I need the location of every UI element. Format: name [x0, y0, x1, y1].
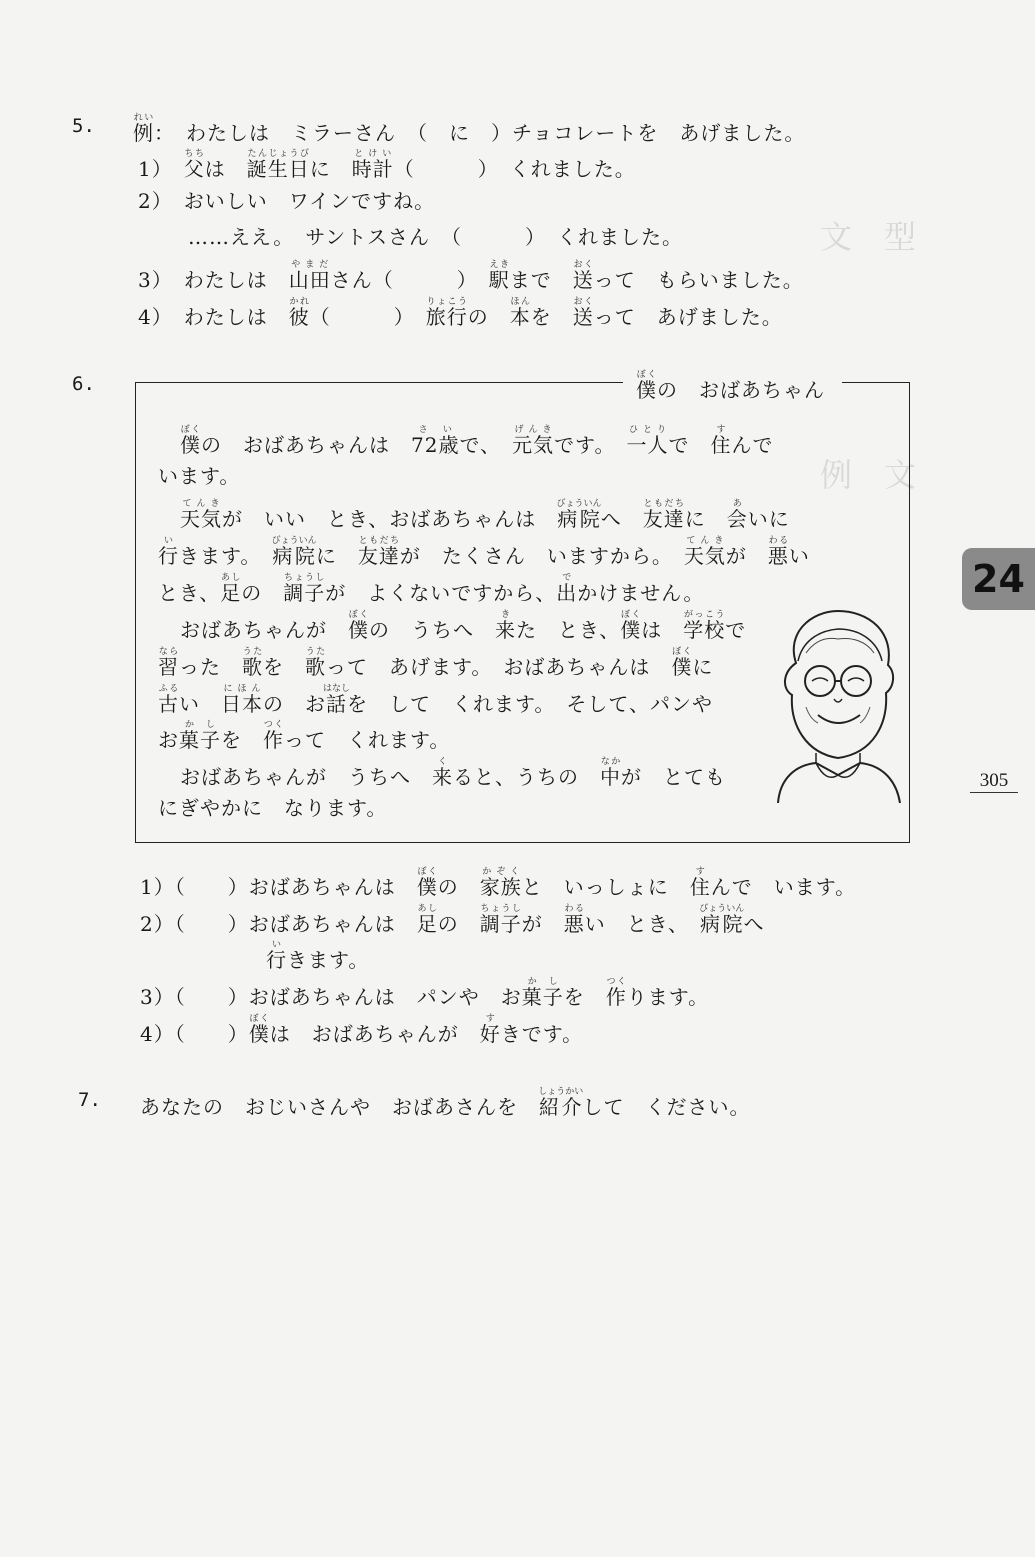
passage-title: 僕ぼくの おばあちゃん [636, 370, 825, 402]
q6-statement-2: 2）（ ）おばあちゃんは 足あしの 調子ちょうしが 悪わるい とき、 病院びょういんへ [140, 904, 765, 936]
passage-line-6: おばあちゃんが 僕ぼくの うちへ 来きた とき、僕ぼくは 学校がっこうで [180, 610, 747, 642]
passage-line-8: 古ふるい 日本にほんの お話はなしを して くれます。 そして、パンや [158, 684, 713, 716]
q6-statement-1: 1）（ ）おばあちゃんは 僕ぼくの 家族かぞくと いっしょに 住すんで います。 [140, 867, 857, 899]
passage-line-2: います。 [158, 464, 241, 488]
passage-line-10: おばあちゃんが うちへ 来くると、うちの 中なかが とても [180, 757, 726, 789]
q5-item-3: 3） わたしは 山田やまださん（ ） 駅えきまで 送おくって もらいました。 [138, 260, 804, 292]
passage-line-1: 僕ぼくの おばあちゃんは 72歳さいで、 元気げんきです。 一人ひとりで 住すんで [180, 425, 774, 457]
question-6-number: 6. [72, 373, 95, 395]
chapter-tab: 24 [962, 548, 1035, 610]
bleed-through-text: 例 文 [820, 456, 917, 494]
question-7-number: 7. [78, 1089, 101, 1111]
page-number: 305 [970, 770, 1018, 793]
passage-line-9: お菓子かしを 作つくって くれます。 [158, 720, 451, 752]
q6-statement-2-cont: 行いきます。 [266, 940, 370, 972]
grandmother-illustration [776, 603, 902, 803]
passage-line-11: にぎやかに なります。 [158, 796, 388, 820]
q5-item-4: 4） わたしは 彼かれ（ ） 旅行りょこうの 本ほんを 送おくって あげました。 [138, 297, 783, 329]
passage-line-4: 行いきます。 病院びょういんに 友達ともだちが たくさん いますから。 天気てんきが 悪わるい [158, 536, 810, 568]
bleed-through-text: 文 型 [820, 218, 917, 256]
q7-text: あなたの おじいさんや おばあさんを 紹介しょうかいして ください。 [140, 1087, 751, 1119]
q5-example: 例れい： わたしは ミラーさん （ に ）チョコレートを あげました。 [133, 113, 806, 145]
q5-item-2-reply: ……ええ。 サントスさん （ ） くれました。 [188, 225, 683, 249]
question-5-number: 5. [72, 115, 95, 137]
passage-line-7: 習ならった 歌うたを 歌うたって あげます。 おばあちゃんは 僕ぼくに [158, 647, 714, 679]
q5-item-1: 1） 父ちちは 誕生日たんじょうびに 時計とけい（ ） くれました。 [138, 149, 636, 181]
q6-statement-3: 3）（ ）おばあちゃんは パンや お菓子かしを 作つくります。 [140, 977, 710, 1009]
passage-line-5: とき、足あしの 調子ちょうしが よくないですから、出でかけません。 [158, 573, 705, 605]
passage-line-3: 天気てんきが いい とき、おばあちゃんは 病院びょういんへ 友達ともだちに 会あいに [180, 499, 790, 531]
q5-item-2: 2） おいしい ワインですね。 [138, 189, 436, 213]
q6-statement-4: 4）（ ）僕ぼくは おばあちゃんが 好すきです。 [140, 1014, 584, 1046]
